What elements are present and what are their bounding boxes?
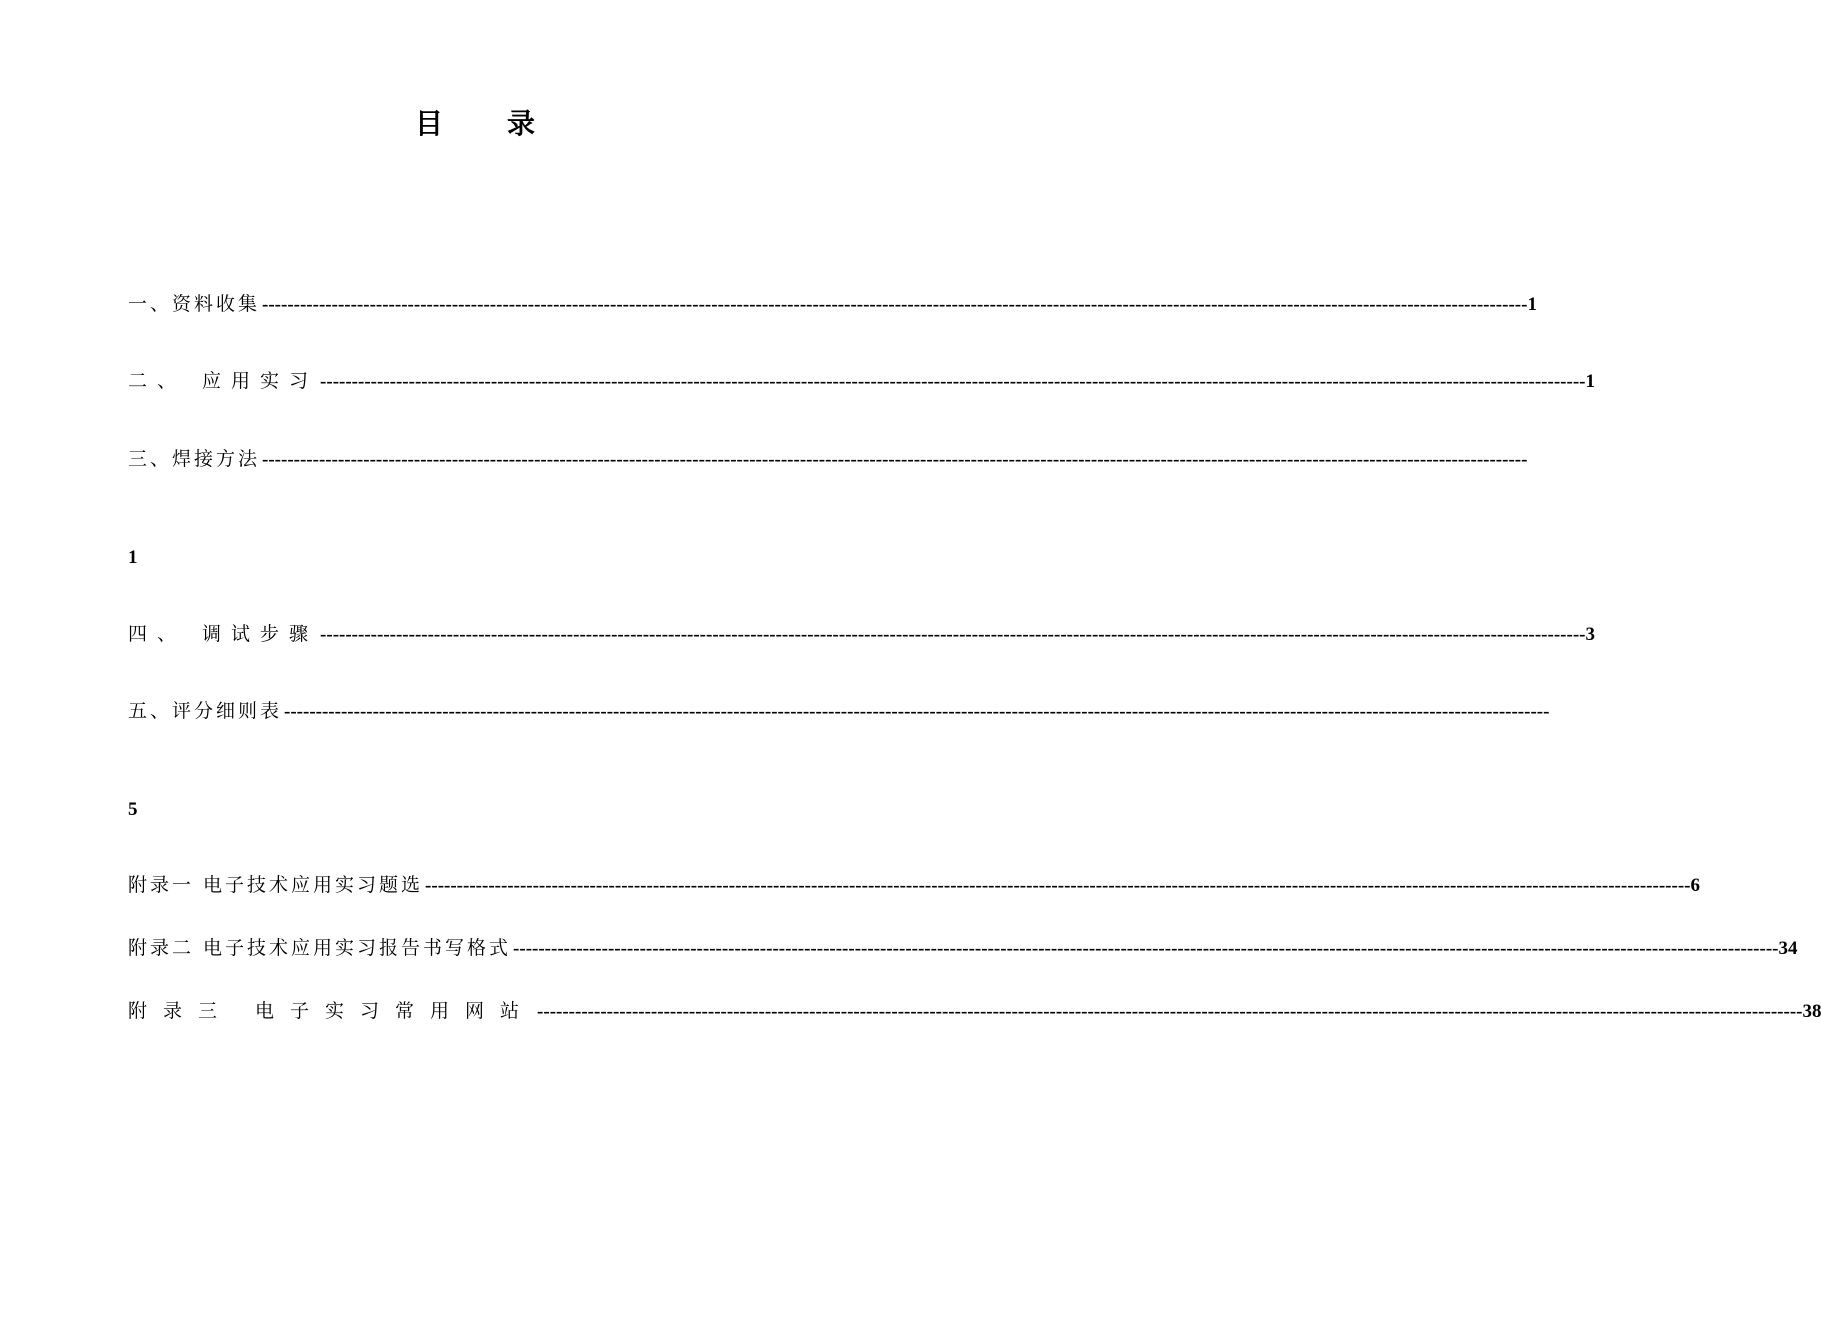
- toc-leader-dots: --------------------------------------------------------------------------------------------------------------------------------------------------------------------------------------------------------: [513, 938, 1779, 959]
- toc-entry-label: 附录一 电子技术应用实习题选: [128, 874, 424, 896]
- toc-entry-label: 附录二 电子技术应用实习报告书写格式: [128, 937, 512, 959]
- toc-page-number: 5: [128, 799, 138, 820]
- toc-page-number: 1: [1527, 294, 1537, 315]
- toc-page-number: 3: [1585, 624, 1595, 645]
- toc-page-number: 1: [1585, 371, 1595, 392]
- toc-page-number: 1: [128, 547, 138, 568]
- toc-entry-label: 二、 应用实习: [128, 370, 319, 392]
- toc-page-number: 6: [1690, 875, 1700, 896]
- toc-page-number: 38: [1802, 1001, 1821, 1022]
- toc-leader-dots: --------------------------------------------------------------------------------------------------------------------------------------------------------------------------------------------------------: [320, 371, 1586, 392]
- toc-entry[interactable]: [128, 290, 1537, 318]
- toc-entry[interactable]: [128, 367, 1595, 395]
- toc-entry[interactable]: [128, 997, 1821, 1025]
- toc-leader-dots: --------------------------------------------------------------------------------------------------------------------------------------------------------------------------------------------------------: [262, 294, 1528, 315]
- toc-page-number: 34: [1778, 938, 1798, 959]
- toc-leader-dots: --------------------------------------------------------------------------------------------------------------------------------------------------------------------------------------------------------: [425, 875, 1691, 896]
- toc-leader-dots: --------------------------------------------------------------------------------------------------------------------------------------------------------------------------------------------------------: [284, 701, 1550, 722]
- title-char-2: 录: [507, 107, 536, 140]
- toc-entry[interactable]: [128, 445, 1528, 473]
- toc-entry[interactable]: [128, 697, 1550, 725]
- toc-entry-label: 三、焊接方法: [128, 448, 261, 470]
- toc-entry[interactable]: [128, 934, 1798, 962]
- page-title: [0, 104, 950, 144]
- toc-leader-dots: --------------------------------------------------------------------------------------------------------------------------------------------------------------------------------------------------------: [262, 449, 1528, 470]
- toc-leader-dots: --------------------------------------------------------------------------------------------------------------------------------------------------------------------------------------------------------: [320, 624, 1586, 645]
- toc-entry-label: 附录三 电子实习常用网站: [128, 1000, 536, 1022]
- toc-entry[interactable]: [128, 871, 1700, 899]
- toc-entry-label: 一、资料收集: [128, 293, 261, 315]
- title-char-1: 目: [414, 107, 443, 140]
- toc-leader-dots: --------------------------------------------------------------------------------------------------------------------------------------------------------------------------------------------------------: [537, 1001, 1803, 1022]
- toc-entry[interactable]: [128, 620, 1595, 648]
- toc-entry-label: 五、评分细则表: [128, 700, 283, 722]
- toc-entry-label: 四、 调试步骤: [128, 623, 319, 645]
